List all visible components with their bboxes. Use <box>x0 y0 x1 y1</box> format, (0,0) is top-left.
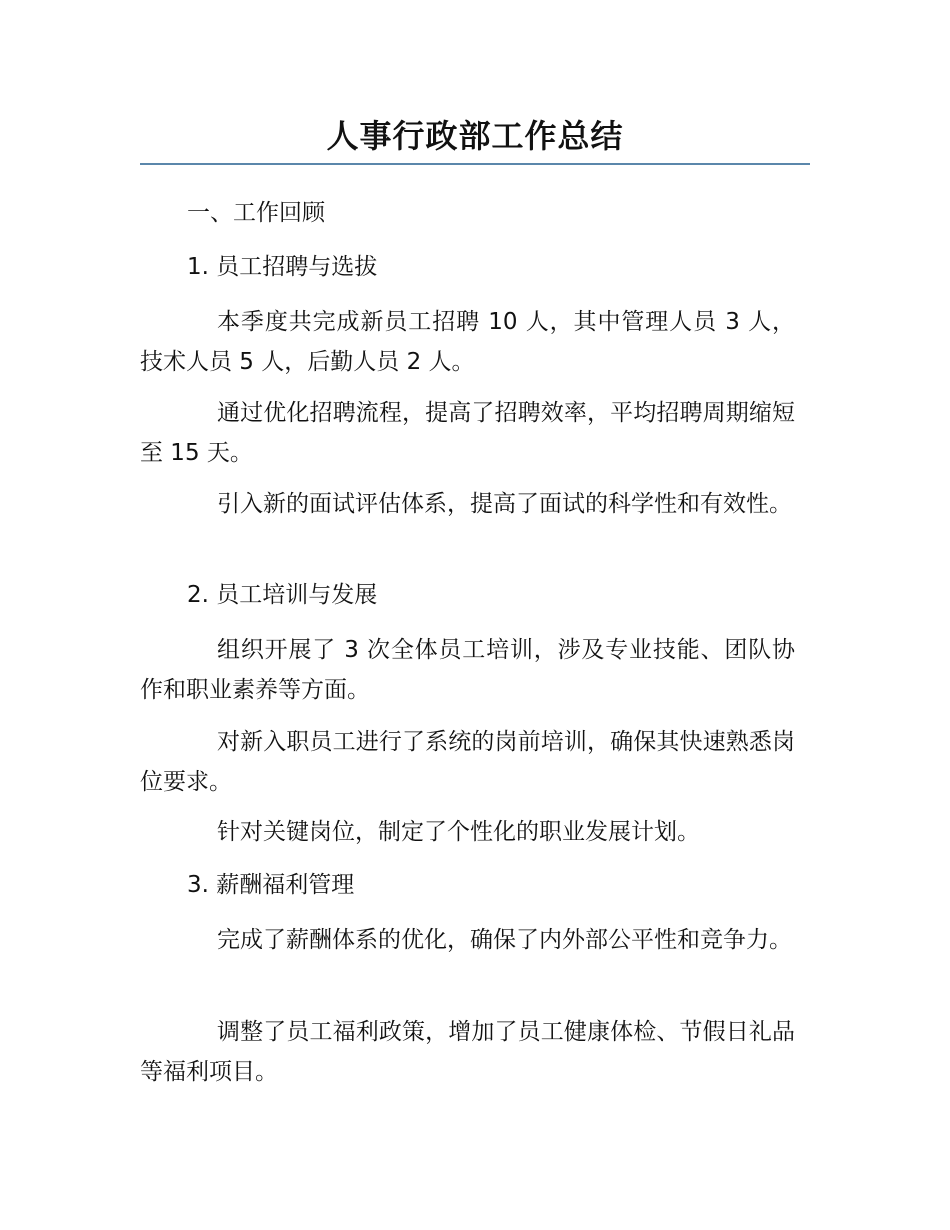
subsection-heading-training: 2. 员工培训与发展 <box>187 582 378 608</box>
title-divider <box>140 163 810 165</box>
paragraph-compensation-1: 完成了薪酬体系的优化，确保了内外部公平性和竞争力。 <box>217 927 792 953</box>
section-heading-review: 一、工作回顾 <box>187 200 325 226</box>
paragraph-training-3: 针对关键岗位，制定了个性化的职业发展计划。 <box>217 819 700 845</box>
paragraph-recruitment-2: 通过优化招聘流程，提高了招聘效率，平均招聘周期缩短至 15 天。 <box>140 400 795 466</box>
paragraph-compensation-2: 调整了员工福利政策，增加了员工健康体检、节假日礼品等福利项目。 <box>140 1019 795 1085</box>
document-title: 人事行政部工作总结 <box>326 117 624 155</box>
paragraph-recruitment-3: 引入新的面试评估体系，提高了面试的科学性和有效性。 <box>217 491 792 517</box>
paragraph-training-2: 对新入职员工进行了系统的岗前培训，确保其快速熟悉岗位要求。 <box>140 729 795 795</box>
subsection-heading-recruitment: 1. 员工招聘与选拔 <box>187 254 378 280</box>
subsection-heading-compensation: 3. 薪酬福利管理 <box>187 872 355 898</box>
paragraph-training-1: 组织开展了 3 次全体员工培训，涉及专业技能、团队协作和职业素养等方面。 <box>140 637 795 703</box>
paragraph-recruitment-1: 本季度共完成新员工招聘 10 人，其中管理人员 3 人，技术人员 5 人，后勤人员 2 人。 <box>140 309 795 375</box>
